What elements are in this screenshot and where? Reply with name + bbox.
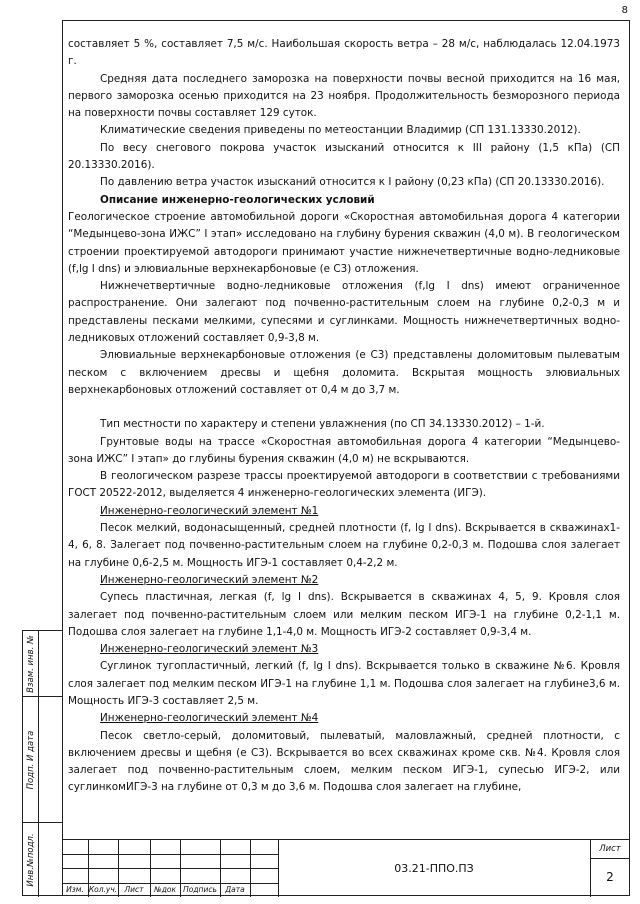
- paragraph: Средняя дата последнего заморозка на поверхности почвы весной приходится на 16 мая, первого заморозка осенью приходится на 23 ноября. Продолжительность безморозного периода на поверхности почвы составляет 129 суток.: [68, 72, 620, 120]
- header-change: Изм.: [66, 885, 84, 894]
- element-heading: Инженерно-геологический элемент №1: [100, 504, 319, 517]
- paragraph: Супесь пластичная, легкая (f, lg I dns). Вскрывается в скважинах 4, 5, 9. Кровля слоя залегает под почвенно-растительным слоем или мелким песком ИГЭ-1 на глубине 0,2-1,1 м. Подошва слоя залегает на глубине 1,1-4,0 м. Мощность ИГЭ-2 составляет 0,9-3,4 м.: [68, 591, 620, 638]
- paragraph: По весу снегового покрова участок изысканий относится к III району (1,5 кПа) (СП 20.13330.2016).: [68, 141, 620, 172]
- paragraph: Суглинок тугопластичный, легкий (f, lg I dns). Вскрывается только в скважине №6. Кровля слоя залегает под мелким песком ИГЭ-1 на глубине 1,1 м. Подошва слоя залегает на глубине3,6 м. Мощность ИГЭ-3 составляет 2,5 м.: [68, 660, 620, 707]
- element-heading: Инженерно-геологический элемент №4: [100, 712, 319, 725]
- blank-line: [68, 399, 620, 416]
- element-heading: Инженерно-геологический элемент №2: [100, 573, 319, 586]
- side-stamp-grid: [22, 630, 62, 896]
- paragraph: составляет 5 %, составляет 7,5 м/с. Наибольшая скорость ветра – 28 м/с, наблюдалась 12.04.1973 г.: [68, 38, 620, 68]
- header-doc-number: №док: [153, 885, 177, 894]
- header-signature: Подпись: [183, 885, 217, 894]
- header-date: Дата: [225, 885, 245, 894]
- paragraph: По давлению ветра участок изысканий относится к I району (0,23 кПа) (СП 20.13330.2016).: [100, 176, 605, 189]
- side-cell-signature: [23, 697, 63, 823]
- paragraph: В геологическом разрезе трассы проектируемой автодороги в соответствии с требованиями ГОСТ 20522-2012, выделяется 4 инженерно-геологических элемента (ИГЭ).: [68, 470, 620, 500]
- section-heading: Описание инженерно-геологических условий: [100, 193, 375, 206]
- paragraph: Песок светло-серый, доломитовый, пылеватый, маловлажный, средней плотности, с включением дресвы и щебня (e C3). Вскрывается во всех скважинах кроме скв. №4. Кровля слоя залегает под почвенно-растительным слоем, мелким песком ИГЭ-1, супесью ИГЭ-2, или суглинкомИГЭ-3 на глубине от 0,3 м до 3,6 м. Подошва слоя залегает на глубине,: [68, 729, 620, 794]
- title-block: [62, 839, 630, 897]
- document-code: 03.21-ППО.ПЗ: [394, 862, 474, 875]
- paragraph: Климатические сведения приведены по метеостанции Владимир (СП 131.13330.2012).: [100, 124, 581, 137]
- sheet-label: Лист: [599, 844, 621, 854]
- paragraph: Грунтовые воды на трассе «Скоростная автомобильная дорога 4 категории “Медынцево-зона ИЖС” I этап» до глубины бурения скважин (4,0 м) не вскрываются.: [68, 435, 620, 465]
- page-number: 8: [621, 5, 628, 16]
- side-cell-replacement: [23, 631, 63, 697]
- paragraph: Песок мелкий, водонасыщенный, средней плотности (f, lg I dns). Вскрывается в скважинах1-4, 6, 8. Залегает под почвенно-растительным слоем на глубине 0,2-0,3 м. Подошва слоя залегает на глубине 0,6-2,5 м. Мощность ИГЭ-1 составляет 0,4-2,2 м.: [68, 522, 620, 569]
- element-heading: Инженерно-геологический элемент №3: [100, 643, 319, 656]
- header-sheet: Лист: [124, 885, 144, 894]
- side-cell-inventory: [23, 823, 63, 897]
- side-label-signature: Подп. И дата: [25, 730, 36, 789]
- paragraph: Тип местности по характеру и степени увлажнения (по СП 34.13330.2012) – 1-й.: [100, 418, 545, 431]
- header-count: Кол.уч.: [88, 885, 118, 894]
- sheet-number: 2: [606, 870, 614, 884]
- paragraph: Элювиальные верхнекарбоновые отложения (e C3) представлены доломитовым пылеватым песком с включением дресвы и щебня доломита. Вскрытая мощность элювиальных верхнекарбоновых отложений составляет от 0,4 м до 3,7 м.: [68, 349, 620, 396]
- side-label-inventory: Инв.№подл.: [25, 833, 36, 887]
- paragraph: Нижнечетвертичные водно-ледниковые отложения (f,lg I dns) имеют ограниченное распространение. Они залегают под почвенно-растительным слоем на глубине 0,2-0,3 м и представлены песками мелкими, супесями и суглинками. Мощность нижнечетвертичных водно-ледниковых отложений составляет 0,9-3,8 м.: [68, 280, 620, 345]
- side-label-replacement: Взам. инв. №: [25, 634, 36, 693]
- paragraph: Геологическое строение автомобильной дороги «Скоростная автомобильная дорога 4 категории “Медынцево-зона ИЖС” I этап» исследовано на глубину бурения скважин (4,0 м). В геологическом строении проектируемой автодороги принимают участие нижнечетвертичные водно-ледниковые (f,lg I dns) и элювиальные верхнекарбоновые (e C3) отложения.: [68, 210, 620, 275]
- document-body: [68, 36, 620, 797]
